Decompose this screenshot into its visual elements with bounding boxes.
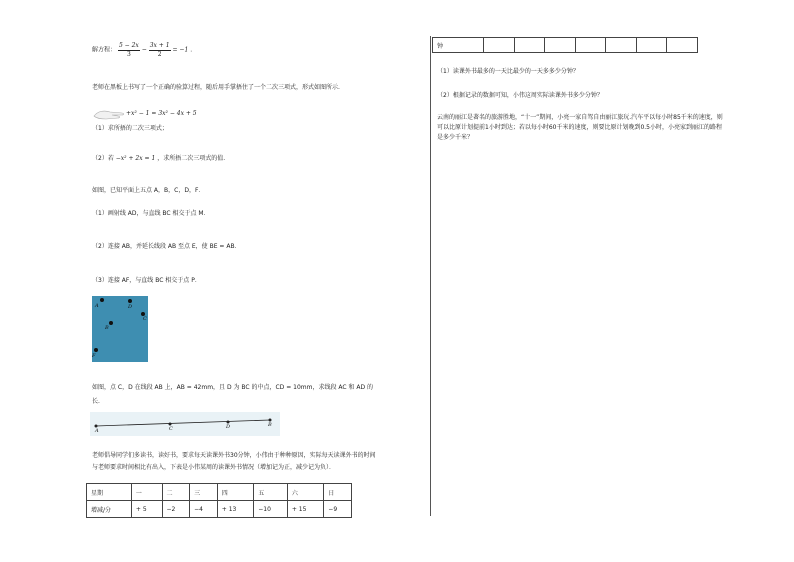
- q-trip-line2: 可以比原计划提前1小时到达；若以每小时60千米的速度，则要比原计划晚到0.5小时，小亮家到丽江的路程: [437, 124, 722, 131]
- table-cell: 三: [190, 484, 218, 501]
- q-read-part1: （1）读课外书最多的一天比最少的一天多多少分钟？: [437, 68, 579, 75]
- q-solve: [92, 42, 192, 59]
- q-geo-part2: （2）连接 AB，并延长线段 AB 至点 E，使 BE = AB．: [92, 243, 241, 250]
- q-seg-line2: 长.: [92, 398, 100, 405]
- q-seg-line1: 如图，点 C，D 在线段 AB 上，AB = 42mm，且 D 为 BC 的中点，CD = 10mm，求线段 AC 和 AD 的: [92, 384, 374, 391]
- q-read-part2: （2）根据记录的数据可知，小伟这周实际读课外书多少分钟？: [437, 92, 603, 99]
- table-cell: −2: [162, 501, 190, 518]
- table-cell: 一: [131, 484, 162, 501]
- table-row: [433, 38, 698, 53]
- table-cell: [636, 38, 667, 53]
- table-cell: [606, 38, 637, 53]
- q-poly-part2: [92, 155, 225, 163]
- table-row: [87, 501, 352, 518]
- table-cell: [575, 38, 606, 53]
- seg-point-a: A: [95, 428, 99, 434]
- q-geo-intro: 如图，已知平面上五点 A，B，C，D，F．: [92, 187, 205, 194]
- minus-sign: −: [141, 46, 147, 54]
- reading-table: [86, 483, 352, 518]
- fraction-2-denominator: 2: [157, 51, 162, 58]
- segment-figure: [90, 412, 280, 436]
- q-read-line2: 与老师要求时间相比有出入，下表是小伟某周的读课外书情况（增加记为正，减少记为负）．: [92, 464, 336, 471]
- seg-point-d: D: [226, 424, 231, 430]
- poly-expression: +x² − 1 = 3x² − 4x + 5: [126, 110, 197, 117]
- table-cell: 钟: [433, 38, 484, 53]
- point-c-label: C: [143, 316, 147, 322]
- q-geo-part3: （3）连接 AF，与直线 BC 相交于点 P．: [92, 277, 201, 284]
- top-continuation-table: [432, 37, 698, 53]
- fraction-2: [149, 42, 171, 59]
- table-cell: [484, 38, 515, 53]
- point-f-dot: [94, 348, 98, 352]
- seg-point-b: B: [268, 422, 272, 428]
- q-poly-intro: 老师在黑板上书写了一个正确的验算过程，随后用手掌捂住了一个二次三项式，形式如图所示.: [92, 84, 340, 91]
- table-cell: + 5: [131, 501, 162, 518]
- table-cell: 增减/分: [87, 501, 132, 518]
- equation-end: .: [190, 46, 193, 54]
- fraction-1-numerator: 5 − 2x: [118, 42, 139, 49]
- table-cell: [545, 38, 576, 53]
- q-read-line1: 老师倡导同学们多读书，读好书，要求每天读课外书30分钟，小伟由于种种原因，实际每天读课外书的时间: [92, 452, 376, 459]
- table-header-row: [87, 484, 352, 501]
- q-poly-part1: （1）求所捂的二次三项式；: [92, 125, 168, 132]
- fraction-1-denominator: 3: [126, 51, 131, 58]
- table-cell: 五: [254, 484, 288, 501]
- table-cell: −4: [190, 501, 218, 518]
- point-d-dot: [128, 299, 132, 303]
- points-photo: [92, 296, 148, 362]
- q-solve-label: 解方程：: [92, 46, 117, 54]
- point-a-label: A: [95, 303, 99, 309]
- point-d-label: D: [128, 304, 133, 310]
- point-b-dot: [109, 321, 113, 325]
- table-cell: 星期: [87, 484, 132, 501]
- fraction-2-numerator: 3x + 1: [149, 42, 170, 49]
- table-cell: −10: [254, 501, 288, 518]
- table-cell: 日: [324, 484, 352, 501]
- q-trip-line1: 云南的丽江是著名的旅游胜地，“十一”期间，小亮一家自驾自由丽江旅玩.汽车平以每小时85千米的速度，则: [437, 114, 723, 121]
- q-poly-part2-expr: −x² + 2x = 1: [115, 155, 156, 162]
- q-poly-part2-tail: ，求所捂二次三项式的值.: [157, 155, 226, 162]
- fraction-1: [118, 42, 140, 59]
- q-geo-part1: （1）画射线 AD，与直线 BC 相交于点 M．: [92, 210, 210, 217]
- table-cell: [514, 38, 545, 53]
- point-f-label: F: [92, 353, 96, 359]
- q-trip-line3: 是多少千米？: [437, 134, 474, 141]
- table-cell: + 13: [217, 501, 253, 518]
- table-cell: + 15: [287, 501, 323, 518]
- table-cell: 四: [217, 484, 253, 501]
- table-cell: 二: [162, 484, 190, 501]
- table-cell: −9: [324, 501, 352, 518]
- table-cell: 六: [287, 484, 323, 501]
- table-cell: [667, 38, 698, 53]
- column-divider: [430, 36, 431, 516]
- hand-icon: [92, 106, 126, 120]
- point-a-dot: [100, 298, 104, 302]
- equation-rhs: = −1: [172, 46, 189, 54]
- q-poly-part2-lead: （2）若: [92, 155, 114, 162]
- seg-point-c: C: [169, 426, 173, 432]
- point-b-label: B: [105, 325, 109, 331]
